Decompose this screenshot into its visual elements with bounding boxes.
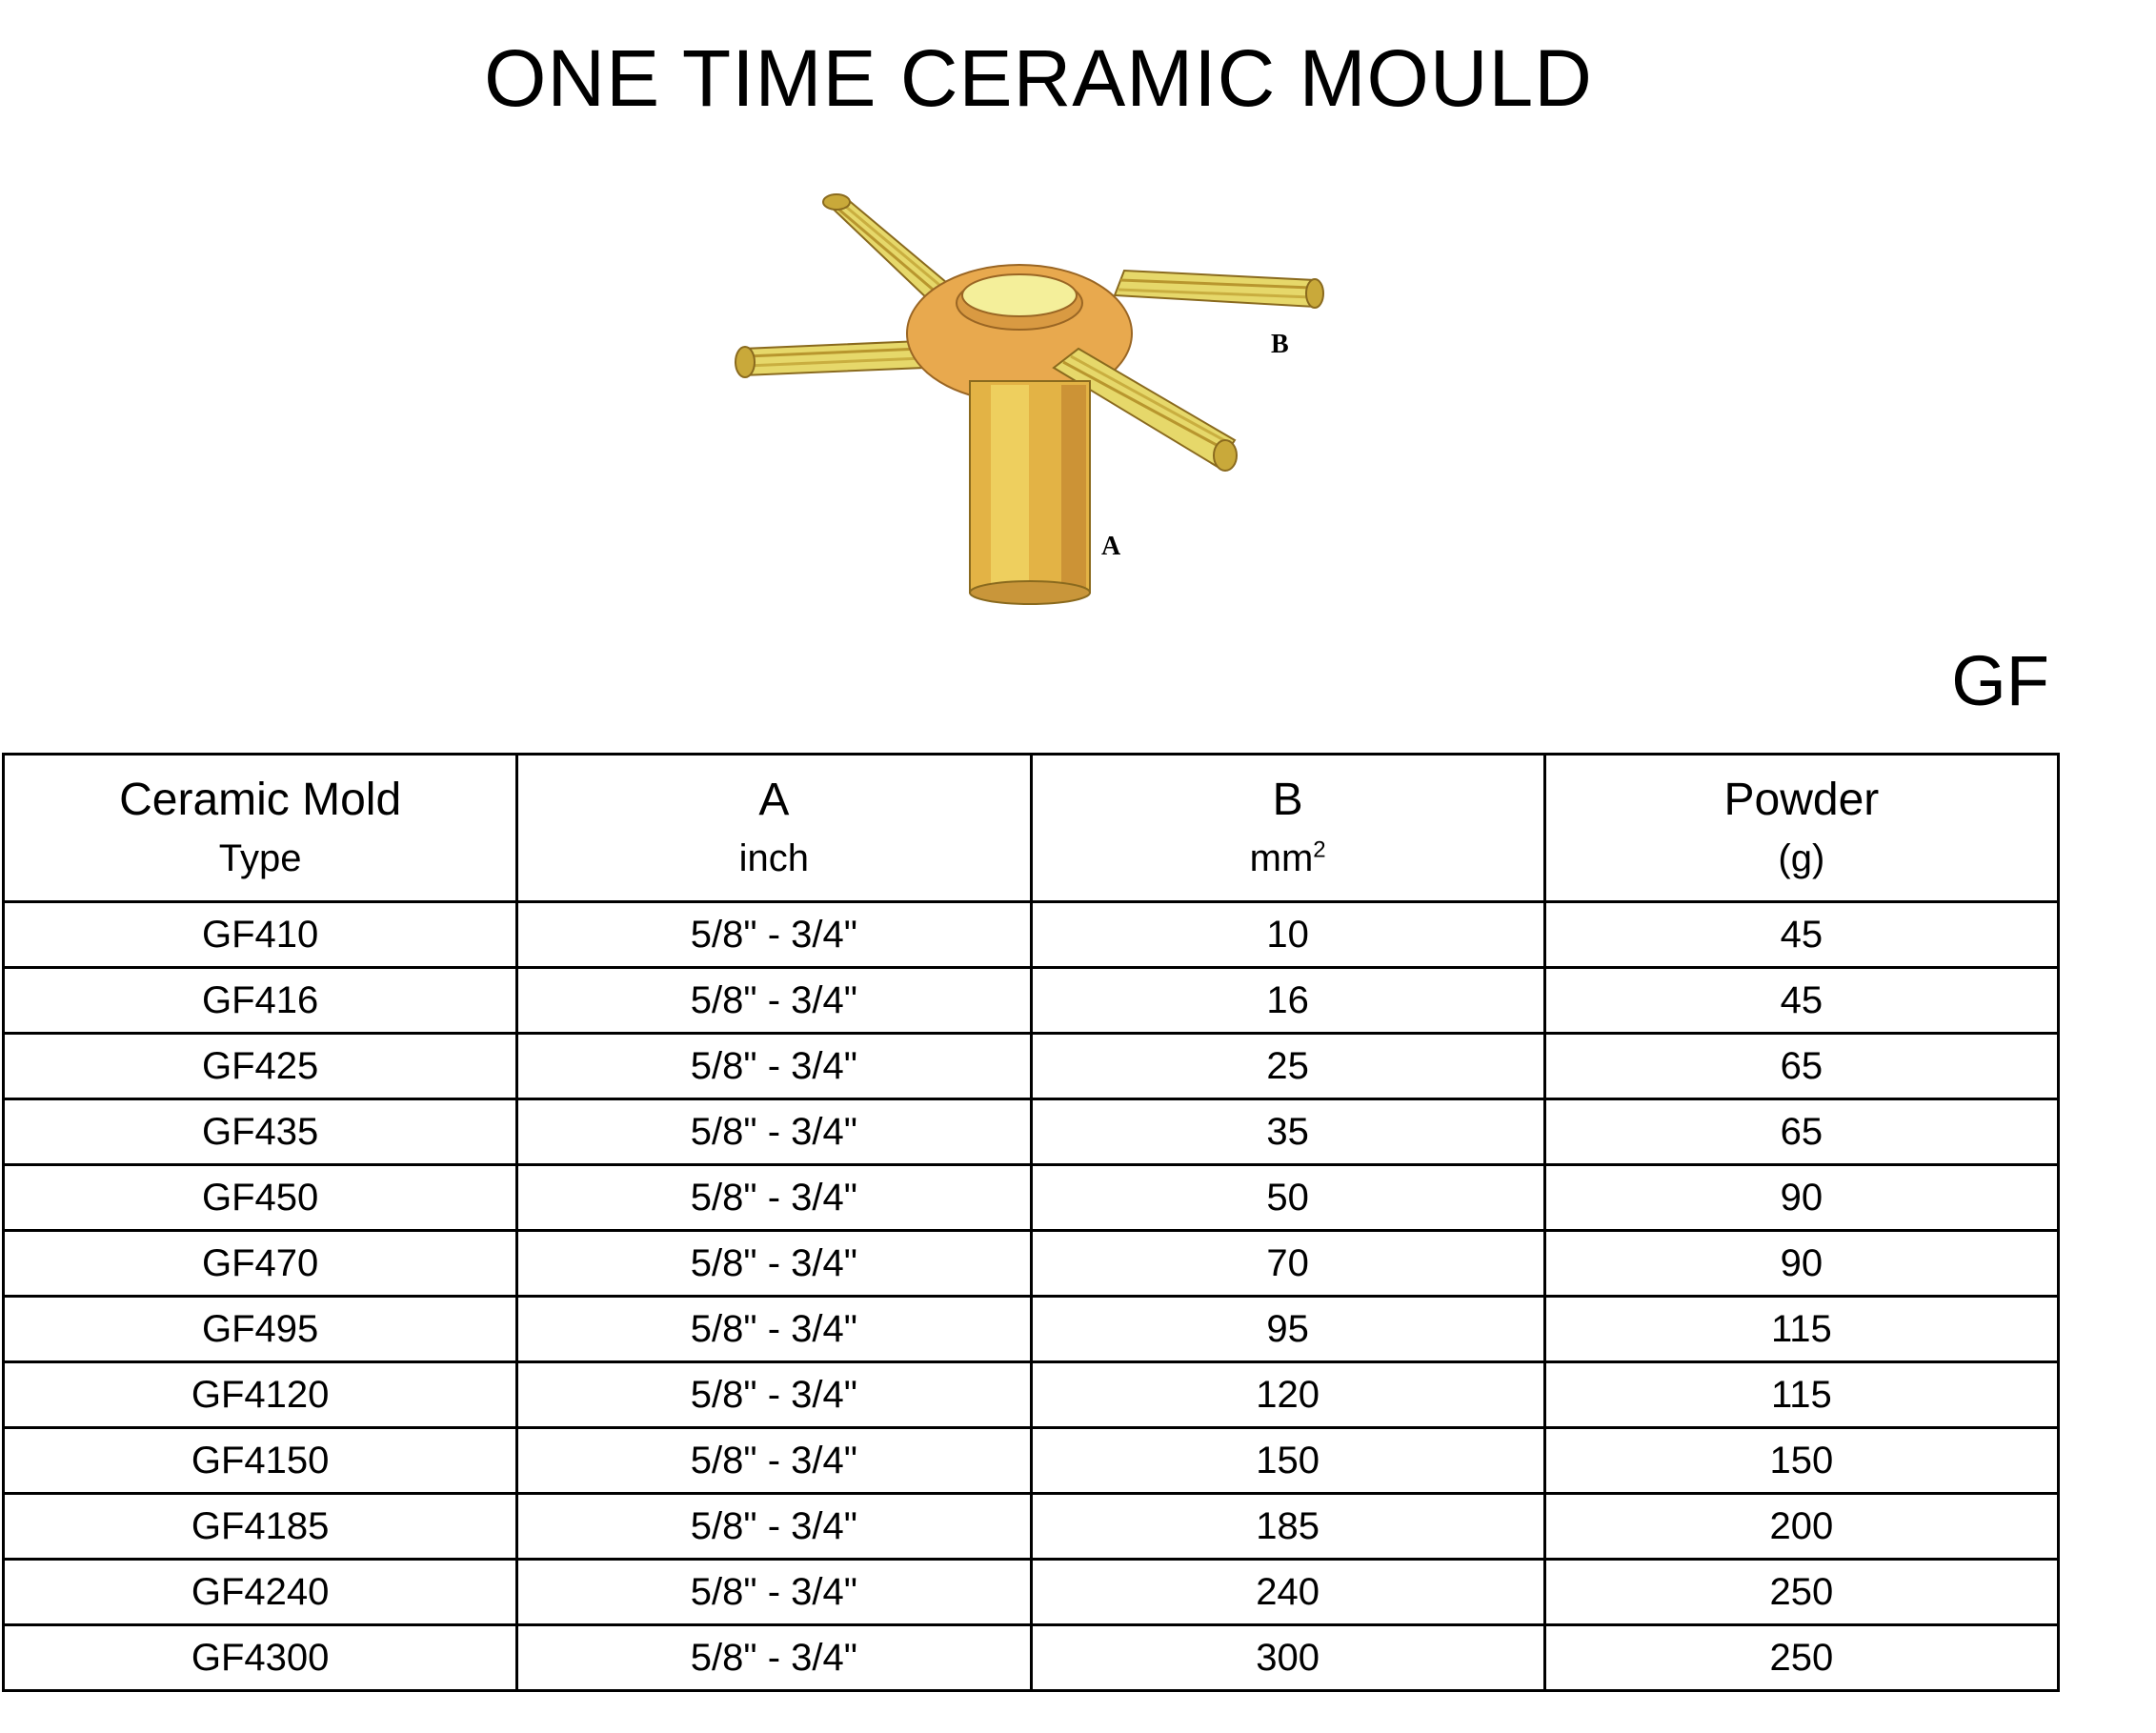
label-b: B xyxy=(1271,330,1289,359)
table-row xyxy=(4,1297,2059,1362)
specification-table xyxy=(2,753,2060,1692)
column-header-a: A inch xyxy=(517,755,1031,902)
conductor-arm-upper-left xyxy=(823,194,953,301)
cell-type: GF470 xyxy=(4,1231,517,1297)
cell-type: GF450 xyxy=(4,1165,517,1231)
cell-type: GF4240 xyxy=(4,1560,517,1625)
cell-b: 35 xyxy=(1031,1099,1544,1165)
cell-a: 5/8" - 3/4" xyxy=(517,968,1031,1034)
cell-powder: 200 xyxy=(1544,1494,2058,1560)
cell-b: 10 xyxy=(1031,902,1544,968)
cell-a: 5/8" - 3/4" xyxy=(517,1625,1031,1691)
cell-type: GF495 xyxy=(4,1297,517,1362)
cell-powder: 115 xyxy=(1544,1297,2058,1362)
page-title: ONE TIME CERAMIC MOULD xyxy=(484,33,1593,123)
cell-type: GF410 xyxy=(4,902,517,968)
cell-powder: 250 xyxy=(1544,1625,2058,1691)
cell-powder: 65 xyxy=(1544,1099,2058,1165)
cell-b: 150 xyxy=(1031,1428,1544,1494)
cell-a: 5/8" - 3/4" xyxy=(517,1099,1031,1165)
conductor-arm-left xyxy=(735,341,924,377)
cell-b: 50 xyxy=(1031,1165,1544,1231)
cell-powder: 150 xyxy=(1544,1428,2058,1494)
cell-type: GF4150 xyxy=(4,1428,517,1494)
cell-powder: 45 xyxy=(1544,902,2058,968)
label-a: A xyxy=(1101,532,1121,561)
cell-type: GF425 xyxy=(4,1034,517,1099)
table-row xyxy=(4,1099,2059,1165)
ceramic-mould-illustration xyxy=(705,181,1353,619)
cell-powder: 250 xyxy=(1544,1560,2058,1625)
cell-type: GF416 xyxy=(4,968,517,1034)
cell-type: GF4300 xyxy=(4,1625,517,1691)
cell-b: 120 xyxy=(1031,1362,1544,1428)
table-row xyxy=(4,1231,2059,1297)
series-code: GF xyxy=(1951,641,2049,720)
table-row xyxy=(4,968,2059,1034)
column-header-b: B $mm^2$ xyxy=(1031,755,1544,902)
cell-powder: 90 xyxy=(1544,1165,2058,1231)
cell-b: 300 xyxy=(1031,1625,1544,1691)
table-row xyxy=(4,1494,2059,1560)
cell-b: 25 xyxy=(1031,1034,1544,1099)
table-row xyxy=(4,1034,2059,1099)
cell-a: 5/8" - 3/4" xyxy=(517,1560,1031,1625)
cell-b: 16 xyxy=(1031,968,1544,1034)
table-row xyxy=(4,1625,2059,1691)
column-header-type: Ceramic Mold Type xyxy=(4,755,517,902)
table-header-row xyxy=(4,755,2059,902)
ground-rod xyxy=(970,381,1090,604)
table-row xyxy=(4,1560,2059,1625)
cell-b: 95 xyxy=(1031,1297,1544,1362)
cell-powder: 45 xyxy=(1544,968,2058,1034)
table-row xyxy=(4,1165,2059,1231)
cell-powder: 115 xyxy=(1544,1362,2058,1428)
table-row xyxy=(4,902,2059,968)
cell-a: 5/8" - 3/4" xyxy=(517,1428,1031,1494)
cell-b: 70 xyxy=(1031,1231,1544,1297)
cell-powder: 65 xyxy=(1544,1034,2058,1099)
cell-powder: 90 xyxy=(1544,1231,2058,1297)
conductor-arm-right xyxy=(1115,271,1323,308)
cell-a: 5/8" - 3/4" xyxy=(517,1494,1031,1560)
cell-type: GF4185 xyxy=(4,1494,517,1560)
cell-a: 5/8" - 3/4" xyxy=(517,902,1031,968)
table-row xyxy=(4,1362,2059,1428)
table-row xyxy=(4,1428,2059,1494)
cell-a: 5/8" - 3/4" xyxy=(517,1165,1031,1231)
cell-type: GF4120 xyxy=(4,1362,517,1428)
cell-a: 5/8" - 3/4" xyxy=(517,1231,1031,1297)
column-header-powder: Powder (g) xyxy=(1544,755,2058,902)
cell-b: 240 xyxy=(1031,1560,1544,1625)
cell-a: 5/8" - 3/4" xyxy=(517,1362,1031,1428)
cell-a: 5/8" - 3/4" xyxy=(517,1297,1031,1362)
cell-type: GF435 xyxy=(4,1099,517,1165)
cell-b: 185 xyxy=(1031,1494,1544,1560)
cell-a: 5/8" - 3/4" xyxy=(517,1034,1031,1099)
